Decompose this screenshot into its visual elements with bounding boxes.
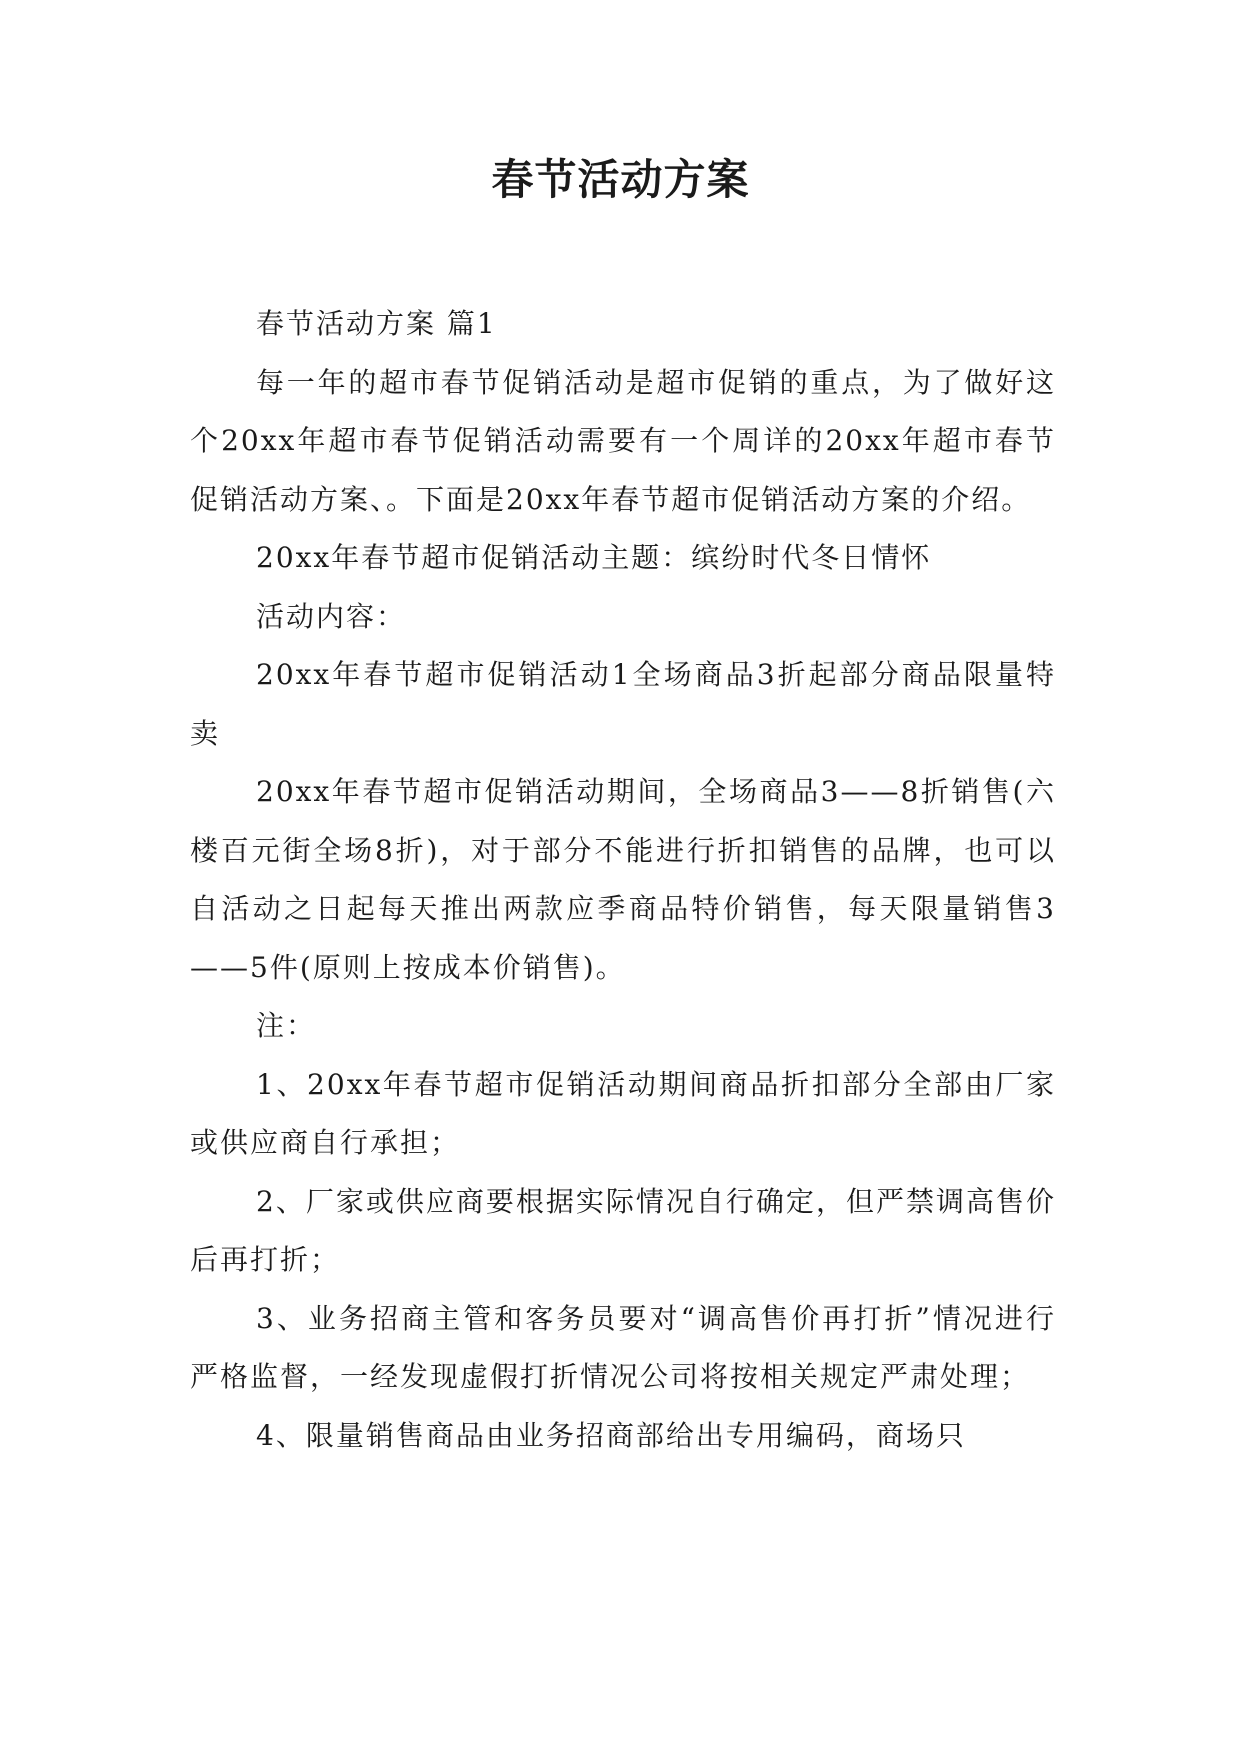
content-label: 活动内容： <box>256 599 407 633</box>
note-item-3: 3、业务招商主管和客务员要对“调高售价再打折”情况进行严格监督，一经发现虚假打折情况公司将按相关规定严肃处理； <box>190 1301 1056 1393</box>
note-item-1: 1、20xx年春节超市促销活动期间商品折扣部分全部由厂家或供应商自行承担； <box>190 1067 1056 1159</box>
document-body <box>190 295 1056 1465</box>
theme-paragraph: 20xx年春节超市促销活动主题：缤纷时代冬日情怀 <box>256 541 932 574</box>
note-label: 注： <box>256 1009 317 1042</box>
activity-detail-paragraph: 20xx年春节超市促销活动期间，全场商品3——8折销售(六楼百元街全场8折)，对于部分不能进行折扣销售的品牌，也可以自活动之日起每天推出两款应季商品特价销售，每天限量销售3——5件(原则上按成本价销售)。 <box>190 775 1056 984</box>
note-item-2: 2、厂家或供应商要根据实际情况自行确定，但严禁调高售价后再打折； <box>190 1184 1056 1276</box>
section-heading: 春节活动方案 篇1 <box>256 307 497 340</box>
note-item-4: 4、限量销售商品由业务招商部给出专用编码，商场只 <box>256 1418 966 1452</box>
intro-paragraph: 每一年的超市春节促销活动是超市促销的重点，为了做好这个20xx年超市春节促销活动需要有一个周详的20xx年超市春节促销活动方案、。下面是20xx年春节超市促销活动方案的介绍。 <box>190 365 1056 516</box>
activity-title-paragraph: 20xx年春节超市促销活动1全场商品3折起部分商品限量特卖 <box>190 658 1056 750</box>
document-title: 春节活动方案 <box>491 155 750 204</box>
